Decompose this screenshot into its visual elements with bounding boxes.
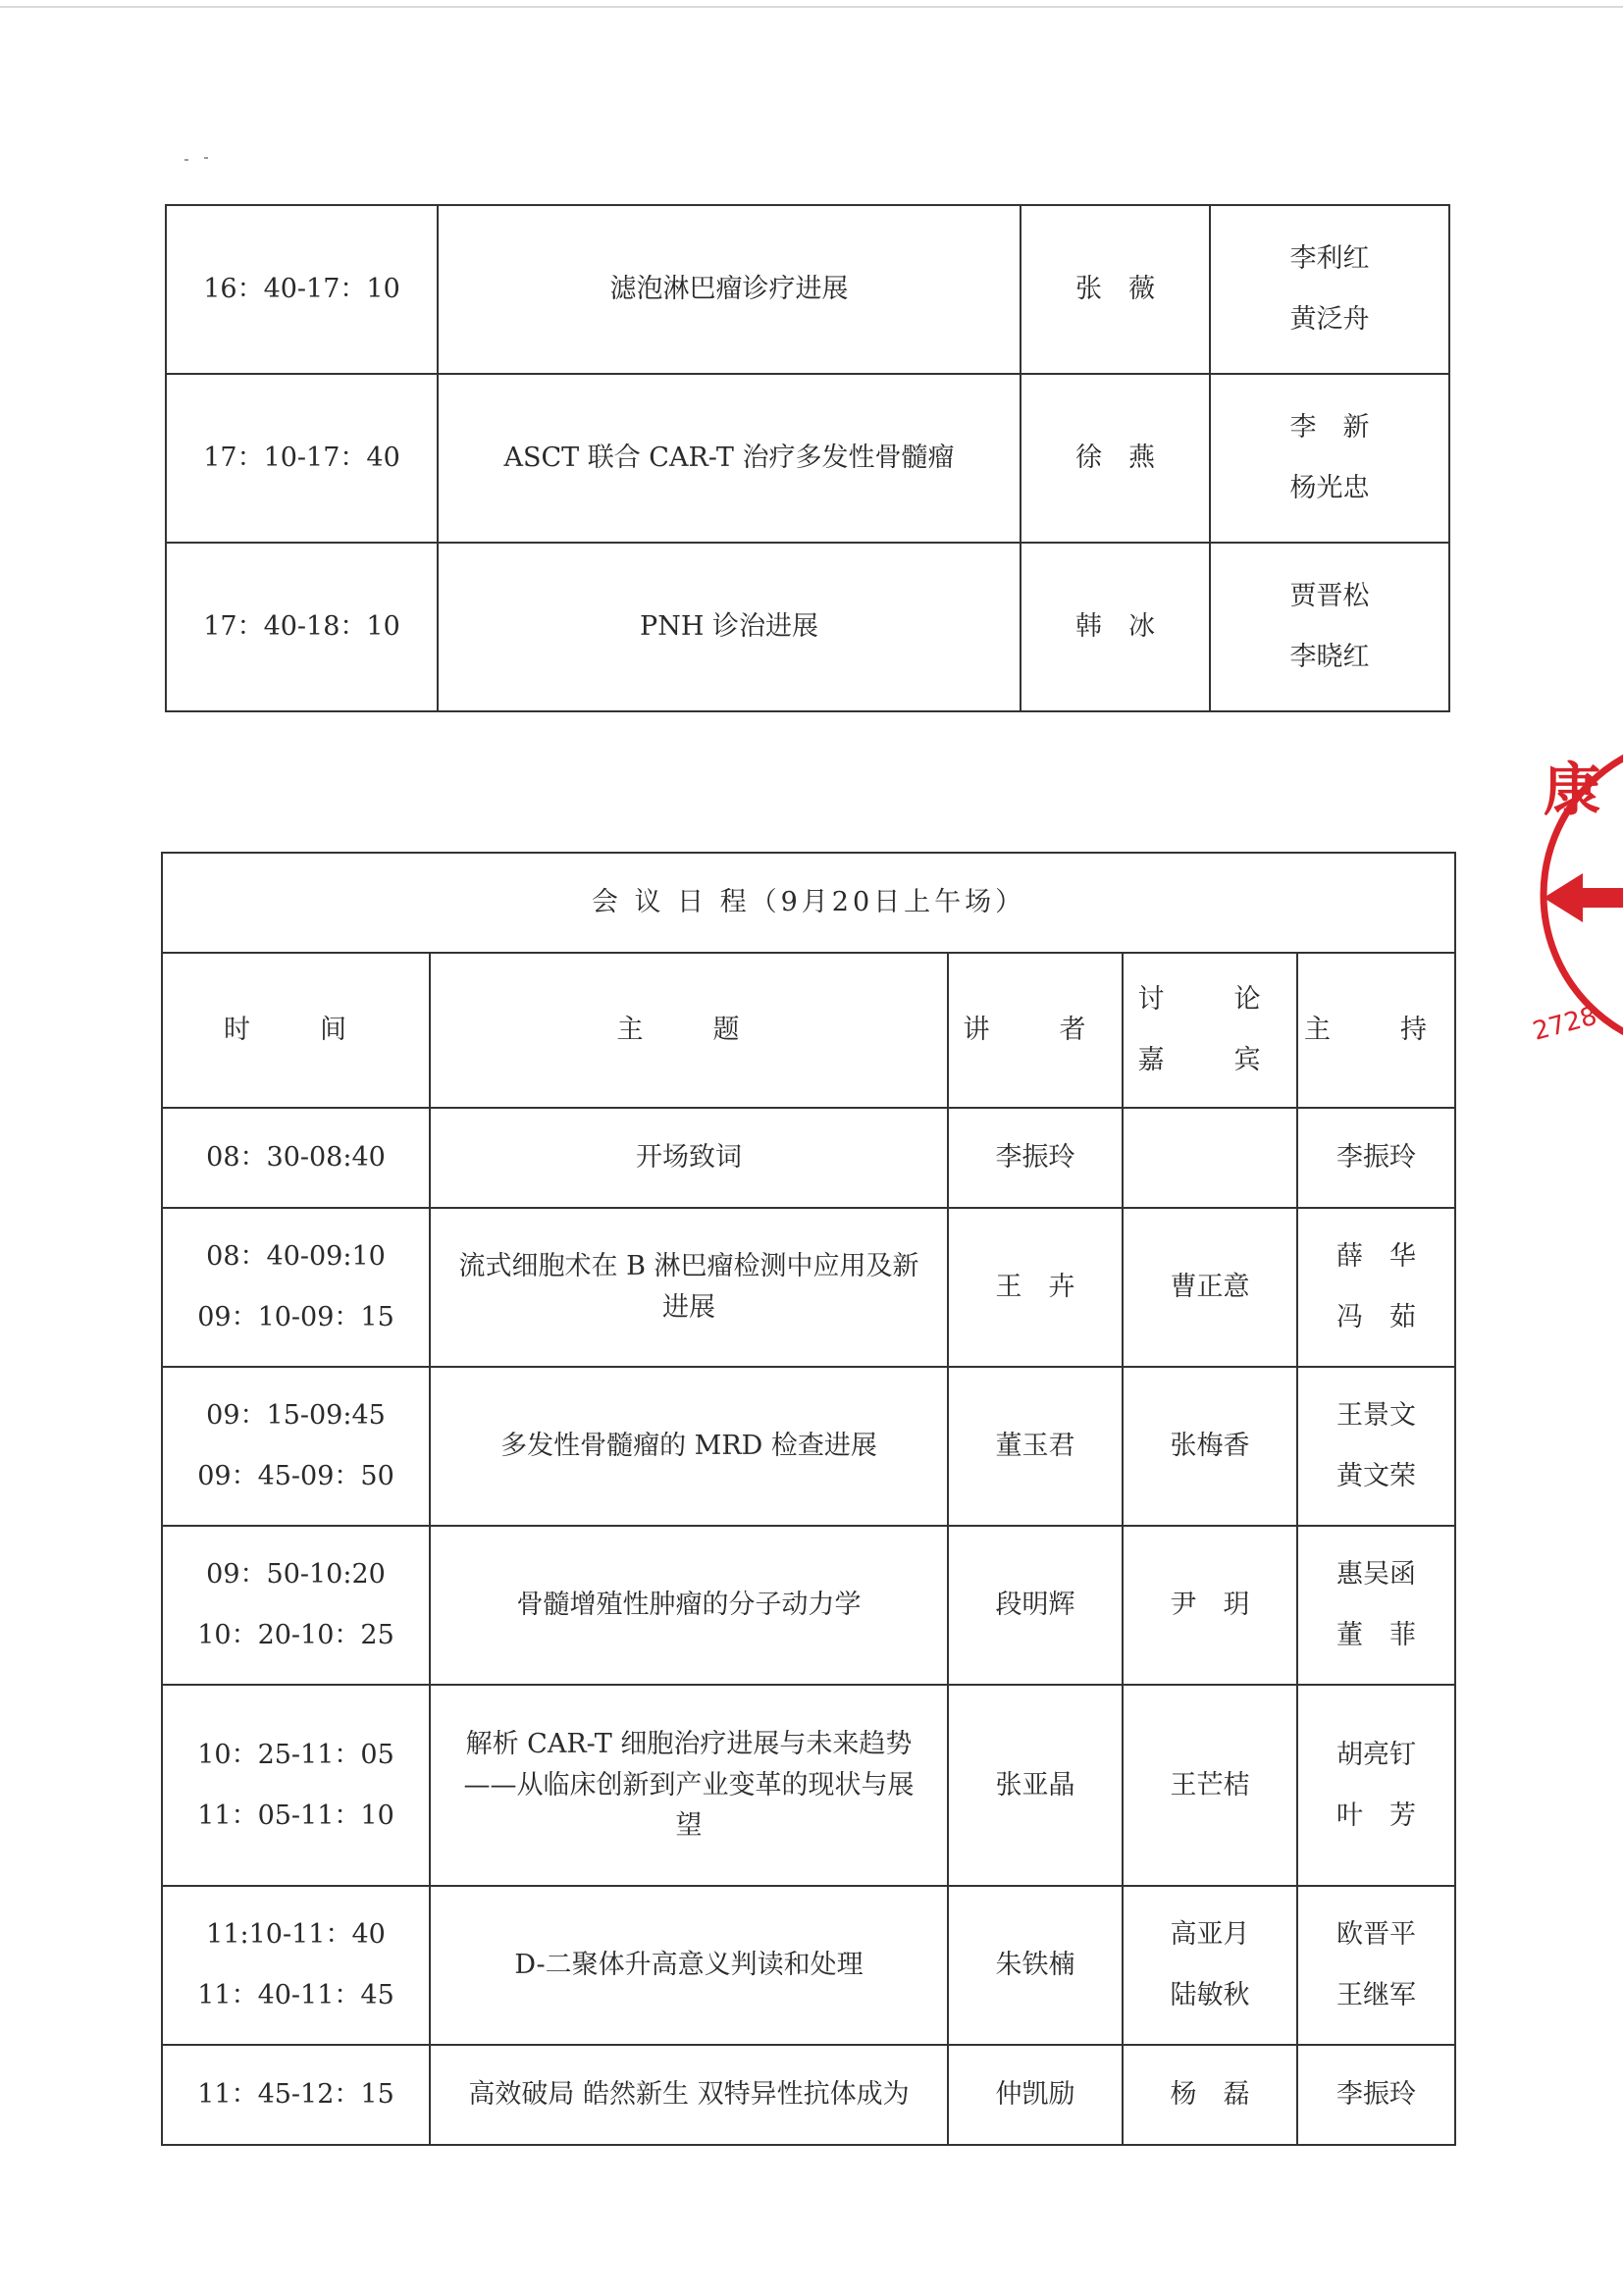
discussant-line: 陆敏秋 xyxy=(1170,1980,1250,2010)
speaker-cell: 仲凯励 xyxy=(948,2045,1123,2145)
speaker-cell: 段明辉 xyxy=(948,1526,1123,1685)
discussant-cell xyxy=(1123,1208,1297,1367)
host-line: 王继军 xyxy=(1336,1980,1417,2010)
host-line: 冯 茹 xyxy=(1336,1302,1417,1332)
header-host: 主 持 xyxy=(1297,953,1455,1108)
host-line: 李振玲 xyxy=(1336,2079,1417,2111)
host-line: 薛 华 xyxy=(1336,1241,1417,1273)
time-line: 09：10-09：15 xyxy=(197,1302,394,1332)
topic-line: 望 xyxy=(675,1810,703,1842)
host-cell xyxy=(1297,1526,1455,1685)
time-line: 08：30-08:40 xyxy=(206,1142,386,1174)
host-name: 李晓红 xyxy=(1289,642,1370,672)
discussant-line: 尹 玥 xyxy=(1170,1590,1250,1621)
time-line: 09：50-10:20 xyxy=(206,1559,386,1591)
time-cell xyxy=(162,1685,430,1886)
host-line: 胡亮钉 xyxy=(1336,1739,1417,1770)
host-line: 惠吴函 xyxy=(1336,1559,1417,1591)
host-name: 杨光忠 xyxy=(1289,473,1370,503)
time-line: 09：15-09:45 xyxy=(206,1400,386,1432)
speaker-cell: 张亚晶 xyxy=(948,1685,1123,1886)
topic-line: 骨髓增殖性肿瘤的分子动力学 xyxy=(516,1590,862,1621)
header-topic: 主 题 xyxy=(430,953,948,1108)
topic-line: 多发性骨髓瘤的 MRD 检查进展 xyxy=(500,1431,877,1462)
topic-cell xyxy=(430,2045,948,2145)
speaker-cell: 王 卉 xyxy=(948,1208,1123,1367)
speaker-cell: 韩 冰 xyxy=(1021,543,1210,711)
host-line: 李振玲 xyxy=(1336,1142,1417,1174)
host-cell xyxy=(1297,1367,1455,1526)
discussant-line: 高亚月 xyxy=(1170,1919,1250,1951)
host-cell xyxy=(1210,374,1449,543)
table-row xyxy=(162,2045,1455,2145)
discussant-cell xyxy=(1123,1886,1297,2045)
discussant-cell xyxy=(1123,1367,1297,1526)
time-line: 11:10-11：40 xyxy=(206,1919,386,1951)
header-row xyxy=(162,953,1455,1108)
official-seal xyxy=(1526,716,1623,1079)
host-line: 叶 芳 xyxy=(1336,1800,1417,1831)
time-line: 10：20-10：25 xyxy=(197,1620,394,1650)
topic-line: D-二聚体升高意义判读和处理 xyxy=(514,1950,864,1981)
seal-number: 2728 xyxy=(1530,1001,1600,1047)
agenda-title-row xyxy=(162,853,1455,953)
topic-cell: PNH 诊治进展 xyxy=(438,543,1021,711)
host-cell xyxy=(1297,1685,1455,1886)
host-cell xyxy=(1297,1886,1455,2045)
discussant-line: 张梅香 xyxy=(1170,1431,1250,1462)
time-cell xyxy=(162,1108,430,1208)
header-discussant-line1: 讨 论 xyxy=(1137,984,1283,1016)
topic-cell xyxy=(430,1108,948,1208)
header-speaker: 讲 者 xyxy=(948,953,1123,1108)
host-line: 董 菲 xyxy=(1336,1620,1417,1650)
topic-line: 流式细胞术在 B 淋巴瘤检测中应用及新 xyxy=(458,1251,919,1282)
host-name: 李利红 xyxy=(1289,243,1370,275)
host-name: 贾晋松 xyxy=(1289,581,1370,612)
scan-speck xyxy=(204,157,208,159)
topic-line: 开场致词 xyxy=(636,1142,742,1174)
host-cell xyxy=(1297,1108,1455,1208)
discussant-line: 王芒桔 xyxy=(1170,1769,1250,1800)
speaker-cell: 董玉君 xyxy=(948,1367,1123,1526)
topic-line: 解析 CAR-T 细胞治疗进展与未来趋势 xyxy=(465,1728,913,1759)
time-line: 11：05-11：10 xyxy=(197,1800,394,1831)
table-row xyxy=(162,1208,1455,1367)
host-cell xyxy=(1297,1208,1455,1367)
speaker-cell: 张 薇 xyxy=(1021,205,1210,374)
table-row xyxy=(166,205,1449,374)
time-line: 10：25-11：05 xyxy=(197,1739,394,1770)
topic-cell: ASCT 联合 CAR-T 治疗多发性骨髓瘤 xyxy=(438,374,1021,543)
seal-text: 康 xyxy=(1544,757,1601,823)
table-row xyxy=(162,1886,1455,2045)
time-line: 11：45-12：15 xyxy=(197,2079,394,2111)
topic-cell xyxy=(430,1886,948,2045)
topic-line: 高效破局 皓然新生 双特异性抗体成为 xyxy=(468,2079,910,2111)
discussant-line: 曹正意 xyxy=(1170,1272,1250,1303)
seal-star xyxy=(1544,873,1623,922)
speaker-cell: 朱铁楠 xyxy=(948,1886,1123,2045)
host-line: 黄文荣 xyxy=(1336,1461,1417,1491)
table-row xyxy=(162,1367,1455,1526)
header-time: 时 间 xyxy=(162,953,430,1108)
time-cell xyxy=(162,2045,430,2145)
time-line: 08：40-09:10 xyxy=(206,1241,386,1273)
scan-speck xyxy=(184,159,188,161)
host-cell xyxy=(1210,543,1449,711)
discussant-cell xyxy=(1123,1685,1297,1886)
discussant-cell xyxy=(1123,2045,1297,2145)
agenda-table xyxy=(161,852,1456,2146)
time-cell xyxy=(162,1367,430,1526)
time-line: 09：45-09：50 xyxy=(197,1461,394,1491)
table-row xyxy=(166,543,1449,711)
table-row xyxy=(162,1526,1455,1685)
host-line: 欧晋平 xyxy=(1336,1919,1417,1951)
header-discussant xyxy=(1123,953,1297,1108)
topic-line: ——从临床创新到产业变革的现状与展 xyxy=(463,1769,915,1800)
host-cell xyxy=(1297,2045,1455,2145)
speaker-cell: 徐 燕 xyxy=(1021,374,1210,543)
time-line: 11：40-11：45 xyxy=(197,1980,394,2010)
topic-cell xyxy=(430,1208,948,1367)
topic-cell xyxy=(430,1685,948,1886)
host-cell xyxy=(1210,205,1449,374)
time-cell xyxy=(162,1208,430,1367)
host-name: 李 新 xyxy=(1289,412,1370,444)
table-row xyxy=(162,1108,1455,1208)
time-cell: 16：40-17：10 xyxy=(166,205,438,374)
session-table xyxy=(165,204,1450,712)
header-discussant-line2: 嘉 宾 xyxy=(1137,1045,1283,1075)
time-cell xyxy=(162,1886,430,2045)
topic-cell xyxy=(430,1367,948,1526)
speaker-cell: 李振玲 xyxy=(948,1108,1123,1208)
host-line: 王景文 xyxy=(1336,1400,1417,1432)
discussant-cell xyxy=(1123,1108,1297,1208)
table-row xyxy=(166,374,1449,543)
topic-cell xyxy=(430,1526,948,1685)
time-cell: 17：10-17：40 xyxy=(166,374,438,543)
time-cell: 17：40-18：10 xyxy=(166,543,438,711)
host-name: 黄泛舟 xyxy=(1289,304,1370,335)
topic-line: 进展 xyxy=(662,1292,715,1323)
table-row xyxy=(162,1685,1455,1886)
discussant-cell xyxy=(1123,1526,1297,1685)
discussant-line: 杨 磊 xyxy=(1170,2079,1250,2111)
time-cell xyxy=(162,1526,430,1685)
scan-edge-line xyxy=(0,6,1623,8)
agenda-title: 会 议 日 程（9月20日上午场） xyxy=(162,853,1455,953)
topic-cell: 滤泡淋巴瘤诊疗进展 xyxy=(438,205,1021,374)
